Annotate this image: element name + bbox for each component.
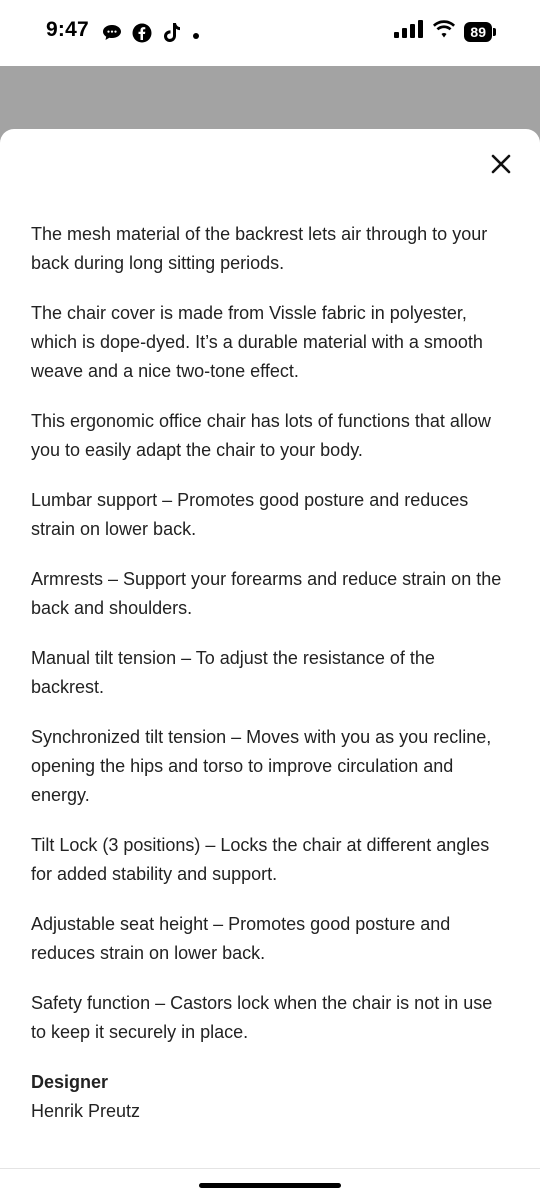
paragraph-seat-height: Adjustable seat height – Promotes good posture and reduces strain on lower back. — [31, 914, 451, 963]
signal-icon — [394, 20, 424, 43]
close-button[interactable] — [486, 151, 516, 181]
paragraph-mesh-backrest: The mesh material of the backrest lets air through to your back during long sitting periods. — [31, 224, 488, 273]
paragraph-chair-cover: The chair cover is made from Vissle fabric in polyester, which is dope-dyed. It’s a durable material with a smooth weave and a nice two-tone effect. — [31, 303, 483, 381]
details-content — [31, 220, 511, 1192]
tiktok-icon — [162, 22, 182, 49]
battery-icon — [464, 22, 496, 42]
home-indicator[interactable] — [199, 1183, 341, 1188]
paragraph-lumbar-support: Lumbar support – Promotes good posture and reduces strain on lower back. — [31, 490, 469, 539]
paragraph-manual-tilt: Manual tilt tension – To adjust the resistance of the backrest. — [31, 648, 435, 697]
dot-icon — [192, 27, 200, 45]
designer-label: Designer — [31, 1072, 109, 1092]
close-icon — [491, 154, 511, 179]
battery-level: 89 — [464, 22, 492, 42]
paragraph-tilt-lock: Tilt Lock (3 positions) – Locks the chair at different angles for added stability and support. — [31, 835, 490, 884]
message-bubble-icon — [102, 24, 122, 47]
paragraph-synchronized-tilt: Synchronized tilt tension – Moves with you as you recline, opening the hips and torso to improve circulation and energy. — [31, 727, 492, 805]
wifi-icon — [432, 20, 456, 43]
paragraph-armrests: Armrests – Support your forearms and reduce strain on the back and shoulders. — [31, 569, 502, 618]
notification-icons — [102, 22, 200, 49]
designer-name: Henrik Preutz — [31, 1101, 141, 1121]
paragraph-functions-intro: This ergonomic office chair has lots of functions that allow you to easily adapt the chair to your body. — [31, 411, 491, 460]
status-time: 9:47 — [46, 18, 89, 41]
bottom-divider — [0, 1168, 540, 1169]
paragraph-safety-function: Safety function – Castors lock when the chair is not in use to keep it securely in place. — [31, 993, 493, 1042]
product-details-sheet — [0, 129, 540, 1200]
status-bar — [0, 0, 540, 66]
status-indicators — [394, 20, 496, 43]
facebook-icon — [132, 23, 152, 48]
